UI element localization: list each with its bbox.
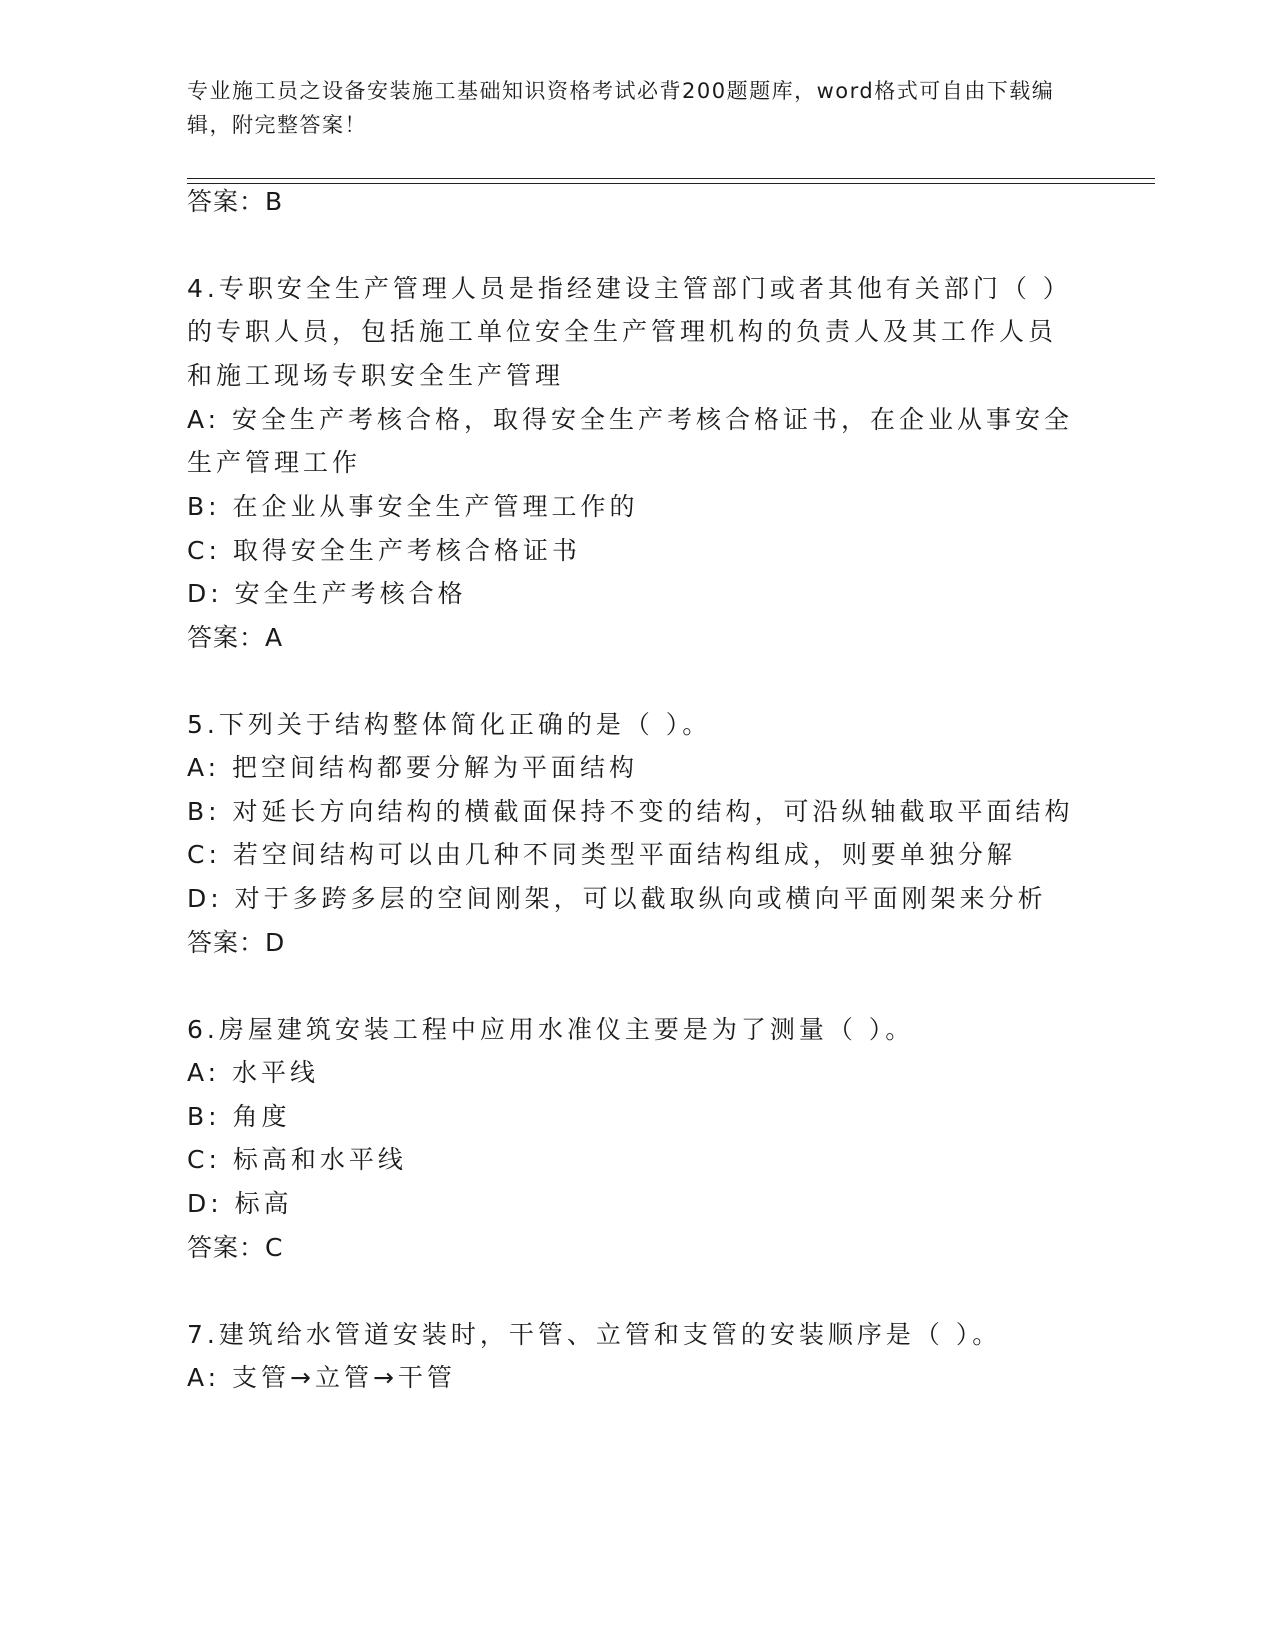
q6-answer: 答案：C xyxy=(187,1233,284,1262)
document-header: 专业施工员之设备安装施工基础知识资格考试必背200题题库，word格式可自由下载编辑，附完整答案！ xyxy=(187,79,1055,137)
q6-stem: 6.房屋建筑安装工程中应用水准仪主要是为了测量（ ）。 xyxy=(187,1015,915,1044)
q4-answer: 答案：A xyxy=(187,623,284,652)
q4-stem-line3: 和施工现场专职安全生产管理 xyxy=(187,361,565,390)
q6-option-b: B: 角度 xyxy=(187,1102,291,1131)
q4-stem-line2: 的专职人员，包括施工单位安全生产管理机构的负责人及其工作人员 xyxy=(187,317,1058,346)
q6-option-a: A: 水平线 xyxy=(187,1058,320,1087)
q5-option-d: D: 对于多跨多层的空间刚架，可以截取纵向或横向平面刚架来分析 xyxy=(187,884,1047,913)
q4-option-c: C: 取得安全生产考核合格证书 xyxy=(187,536,581,565)
header-rule-bottom xyxy=(187,183,1155,184)
q4-option-b: B: 在企业从事安全生产管理工作的 xyxy=(187,492,639,521)
header-rule-top xyxy=(187,178,1155,179)
q4-stem-line1: 4.专职安全生产管理人员是指经建设主管部门或者其他有关部门（ ） xyxy=(187,274,1072,303)
q3-answer: 答案：B xyxy=(187,187,284,216)
q4-option-a-line2: 生产管理工作 xyxy=(187,448,362,477)
q5-option-b: B: 对延长方向结构的横截面保持不变的结构，可沿纵轴截取平面结构 xyxy=(187,797,1074,826)
q5-stem: 5.下列关于结构整体简化正确的是（ ）。 xyxy=(187,710,712,739)
q5-option-a: A: 把空间结构都要分解为平面结构 xyxy=(187,753,639,782)
q4-option-a-line1: A: 安全生产考核合格，取得安全生产考核合格证书，在企业从事安全 xyxy=(187,405,1074,434)
q5-answer: 答案：D xyxy=(187,928,286,957)
q7-option-a: A: 支管→立管→干管 xyxy=(187,1363,456,1392)
q5-option-c: C: 若空间结构可以由几种不同类型平面结构组成，则要单独分解 xyxy=(187,840,1016,869)
q6-option-c: C: 标高和水平线 xyxy=(187,1145,407,1174)
q7-stem: 7.建筑给水管道安装时，干管、立管和支管的安装顺序是（ ）。 xyxy=(187,1320,1002,1349)
q6-option-d: D: 标高 xyxy=(187,1189,293,1218)
q4-option-d: D: 安全生产考核合格 xyxy=(187,579,467,608)
